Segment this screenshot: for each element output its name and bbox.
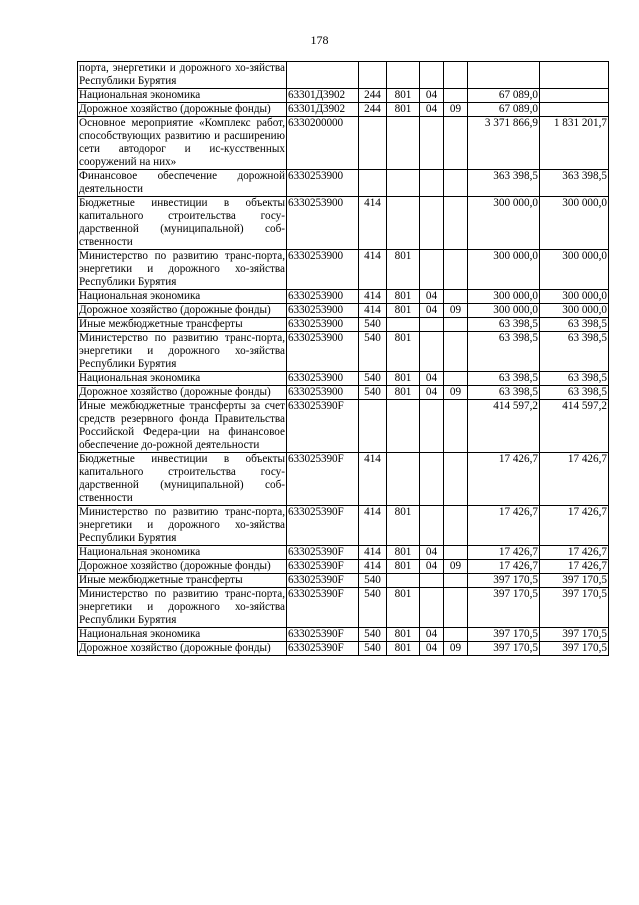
row-name-cell: Иные межбюджетные трансферты — [78, 574, 287, 588]
subsection-code-cell — [444, 62, 468, 89]
expense-type-code-cell: 414 — [359, 197, 387, 250]
amount-year-1-cell: 414 597,2 — [468, 400, 540, 453]
section-code-cell — [420, 250, 444, 290]
department-code-cell — [387, 197, 420, 250]
expense-type-code-cell — [359, 62, 387, 89]
row-name-cell: Дорожное хозяйство (дорожные фонды) — [78, 386, 287, 400]
table-row — [78, 546, 609, 560]
amount-year-2-cell: 63 398,5 — [540, 332, 609, 372]
amount-year-2-cell: 1 831 201,7 — [540, 117, 609, 170]
expense-type-code-cell — [359, 117, 387, 170]
department-code-cell — [387, 170, 420, 197]
row-name-cell: Бюджетные инвестиции в объекты капитального строительства госу-дарственной (муниципальной) соб-ственности — [79, 197, 285, 248]
subsection-code-cell — [444, 170, 468, 197]
section-code-cell: 04 — [420, 372, 444, 386]
expense-type-code-cell — [359, 400, 387, 453]
amount-year-2-cell: 397 170,5 — [540, 574, 609, 588]
budget-table — [77, 61, 609, 656]
subsection-code-cell — [444, 117, 468, 170]
target-article-code-cell: 633025390F — [287, 628, 359, 642]
table-row — [78, 89, 609, 103]
department-code-cell: 801 — [387, 250, 420, 290]
department-code-cell: 801 — [387, 588, 420, 628]
table-row — [78, 642, 609, 656]
table-row — [78, 628, 609, 642]
expense-type-code-cell: 540 — [359, 318, 387, 332]
section-code-cell — [420, 318, 444, 332]
amount-year-2-cell: 397 170,5 — [540, 628, 609, 642]
department-code-cell: 801 — [387, 372, 420, 386]
amount-year-2-cell: 17 426,7 — [540, 546, 609, 560]
section-code-cell — [420, 400, 444, 453]
amount-year-1-cell: 300 000,0 — [468, 290, 540, 304]
target-article-code-cell: 6330253900 — [287, 197, 359, 250]
table-row — [78, 290, 609, 304]
subsection-code-cell — [444, 628, 468, 642]
department-code-cell: 801 — [387, 304, 420, 318]
subsection-code-cell — [444, 453, 468, 506]
amount-year-2-cell — [540, 89, 609, 103]
amount-year-2-cell — [540, 62, 609, 89]
table-row — [78, 372, 609, 386]
section-code-cell: 04 — [420, 546, 444, 560]
expense-type-code-cell: 540 — [359, 574, 387, 588]
section-code-cell — [420, 332, 444, 372]
row-name-cell: Дорожное хозяйство (дорожные фонды) — [78, 560, 287, 574]
subsection-code-cell — [444, 290, 468, 304]
amount-year-1-cell: 397 170,5 — [468, 628, 540, 642]
amount-year-1-cell: 397 170,5 — [468, 574, 540, 588]
expense-type-code-cell: 540 — [359, 332, 387, 372]
section-code-cell — [420, 117, 444, 170]
target-article-code-cell — [287, 62, 359, 89]
amount-year-2-cell: 300 000,0 — [540, 290, 609, 304]
row-name-cell: Национальная экономика — [78, 290, 287, 304]
section-code-cell — [420, 170, 444, 197]
department-code-cell: 801 — [387, 642, 420, 656]
department-code-cell: 801 — [387, 290, 420, 304]
table-row — [78, 304, 609, 318]
department-code-cell: 801 — [387, 89, 420, 103]
department-code-cell — [387, 453, 420, 506]
department-code-cell: 801 — [387, 546, 420, 560]
department-code-cell: 801 — [387, 332, 420, 372]
department-code-cell: 801 — [387, 506, 420, 546]
target-article-code-cell: 6330253900 — [287, 318, 359, 332]
target-article-code-cell: 633025390F — [287, 453, 359, 506]
target-article-code-cell: 6330253900 — [287, 332, 359, 372]
table-row — [78, 332, 609, 372]
table-row — [78, 400, 609, 453]
amount-year-2-cell: 63 398,5 — [540, 318, 609, 332]
expense-type-code-cell: 414 — [359, 546, 387, 560]
table-row — [78, 560, 609, 574]
amount-year-1-cell: 300 000,0 — [468, 197, 540, 250]
subsection-code-cell — [444, 332, 468, 372]
department-code-cell: 801 — [387, 628, 420, 642]
department-code-cell — [387, 117, 420, 170]
target-article-code-cell: 63301Д3902 — [287, 89, 359, 103]
amount-year-2-cell: 300 000,0 — [540, 304, 609, 318]
row-name-cell: Дорожное хозяйство (дорожные фонды) — [78, 642, 287, 656]
expense-type-code-cell: 540 — [359, 642, 387, 656]
table-row — [78, 453, 609, 506]
section-code-cell: 04 — [420, 386, 444, 400]
department-code-cell — [387, 318, 420, 332]
amount-year-2-cell — [540, 103, 609, 117]
amount-year-1-cell — [468, 62, 540, 89]
target-article-code-cell: 6330253900 — [287, 304, 359, 318]
row-name-cell: Национальная экономика — [78, 546, 287, 560]
amount-year-1-cell: 17 426,7 — [468, 560, 540, 574]
section-code-cell: 04 — [420, 89, 444, 103]
amount-year-2-cell: 17 426,7 — [540, 560, 609, 574]
row-name-cell: Основное мероприятие «Комплекс работ, способствующих развитию и расширению сети автодорог и ис-кусственных сооружений на них» — [79, 117, 285, 168]
subsection-code-cell — [444, 574, 468, 588]
target-article-code-cell: 633025390F — [287, 400, 359, 453]
table-row — [78, 574, 609, 588]
row-name-cell: Министерство по развитию транс-порта, энергетики и дорожного хо-зяйства Республики Бурятия — [79, 588, 285, 626]
section-code-cell: 04 — [420, 103, 444, 117]
subsection-code-cell — [444, 318, 468, 332]
row-name-cell: Бюджетные инвестиции в объекты капитального строительства госу-дарственной (муниципальной) соб-ственности — [79, 453, 285, 504]
row-name-cell: Национальная экономика — [78, 628, 287, 642]
amount-year-1-cell: 363 398,5 — [468, 170, 540, 197]
expense-type-code-cell: 244 — [359, 89, 387, 103]
subsection-code-cell — [444, 250, 468, 290]
expense-type-code-cell: 414 — [359, 453, 387, 506]
amount-year-2-cell: 397 170,5 — [540, 588, 609, 628]
amount-year-2-cell: 300 000,0 — [540, 250, 609, 290]
amount-year-1-cell: 63 398,5 — [468, 372, 540, 386]
amount-year-1-cell: 3 371 866,9 — [468, 117, 540, 170]
target-article-code-cell: 6330253900 — [287, 290, 359, 304]
row-name-cell: Министерство по развитию транс-порта, энергетики и дорожного хо-зяйства Республики Бурятия — [79, 506, 285, 544]
amount-year-2-cell: 63 398,5 — [540, 372, 609, 386]
target-article-code-cell: 633025390F — [287, 588, 359, 628]
expense-type-code-cell: 414 — [359, 506, 387, 546]
section-code-cell — [420, 62, 444, 89]
subsection-code-cell — [444, 588, 468, 628]
section-code-cell — [420, 197, 444, 250]
amount-year-1-cell: 17 426,7 — [468, 453, 540, 506]
amount-year-1-cell: 397 170,5 — [468, 588, 540, 628]
expense-type-code-cell: 414 — [359, 250, 387, 290]
row-name-cell: Национальная экономика — [78, 372, 287, 386]
target-article-code-cell: 6330253900 — [287, 386, 359, 400]
row-name-cell: Финансовое обеспечение дорожной деятельности — [79, 170, 285, 195]
section-code-cell — [420, 453, 444, 506]
subsection-code-cell — [444, 400, 468, 453]
table-row — [78, 318, 609, 332]
table-row — [78, 103, 609, 117]
subsection-code-cell: 09 — [444, 304, 468, 318]
target-article-code-cell: 63301Д3902 — [287, 103, 359, 117]
amount-year-2-cell: 17 426,7 — [540, 453, 609, 506]
table-row — [78, 386, 609, 400]
table-row — [78, 506, 609, 546]
row-name-cell: порта, энергетики и дорожного хо-зяйства Республики Бурятия — [79, 62, 285, 87]
department-code-cell: 801 — [387, 386, 420, 400]
amount-year-2-cell: 363 398,5 — [540, 170, 609, 197]
row-name-cell: Дорожное хозяйство (дорожные фонды) — [78, 103, 287, 117]
subsection-code-cell: 09 — [444, 642, 468, 656]
subsection-code-cell — [444, 197, 468, 250]
budget-table-body — [78, 62, 609, 656]
subsection-code-cell — [444, 546, 468, 560]
section-code-cell: 04 — [420, 560, 444, 574]
row-name-cell: Дорожное хозяйство (дорожные фонды) — [78, 304, 287, 318]
amount-year-1-cell: 17 426,7 — [468, 546, 540, 560]
row-name-cell: Министерство по развитию транс-порта, энергетики и дорожного хо-зяйства Республики Бурятия — [79, 250, 285, 288]
table-row — [78, 62, 609, 89]
amount-year-1-cell: 63 398,5 — [468, 318, 540, 332]
table-row — [78, 170, 609, 197]
target-article-code-cell: 633025390F — [287, 546, 359, 560]
amount-year-2-cell: 63 398,5 — [540, 386, 609, 400]
amount-year-2-cell: 300 000,0 — [540, 197, 609, 250]
section-code-cell: 04 — [420, 642, 444, 656]
subsection-code-cell: 09 — [444, 103, 468, 117]
section-code-cell: 04 — [420, 290, 444, 304]
target-article-code-cell: 633025390F — [287, 560, 359, 574]
amount-year-1-cell: 67 089,0 — [468, 103, 540, 117]
expense-type-code-cell: 414 — [359, 304, 387, 318]
table-row — [78, 117, 609, 170]
subsection-code-cell — [444, 506, 468, 546]
target-article-code-cell: 6330253900 — [287, 250, 359, 290]
section-code-cell: 04 — [420, 628, 444, 642]
department-code-cell — [387, 574, 420, 588]
target-article-code-cell: 633025390F — [287, 642, 359, 656]
section-code-cell — [420, 574, 444, 588]
amount-year-1-cell: 300 000,0 — [468, 304, 540, 318]
row-name-cell: Министерство по развитию транс-порта, энергетики и дорожного хо-зяйства Республики Бурятия — [79, 332, 285, 370]
table-row — [78, 588, 609, 628]
target-article-code-cell: 633025390F — [287, 574, 359, 588]
expense-type-code-cell: 414 — [359, 560, 387, 574]
expense-type-code-cell: 540 — [359, 386, 387, 400]
table-row — [78, 197, 609, 250]
table-row — [78, 250, 609, 290]
amount-year-2-cell: 397 170,5 — [540, 642, 609, 656]
amount-year-1-cell: 63 398,5 — [468, 332, 540, 372]
amount-year-1-cell: 63 398,5 — [468, 386, 540, 400]
row-name-cell: Иные межбюджетные трансферты — [78, 318, 287, 332]
expense-type-code-cell: 414 — [359, 290, 387, 304]
amount-year-1-cell: 17 426,7 — [468, 506, 540, 546]
target-article-code-cell: 633025390F — [287, 506, 359, 546]
subsection-code-cell — [444, 89, 468, 103]
row-name-cell: Национальная экономика — [78, 89, 287, 103]
expense-type-code-cell — [359, 170, 387, 197]
subsection-code-cell: 09 — [444, 386, 468, 400]
department-code-cell — [387, 400, 420, 453]
section-code-cell: 04 — [420, 304, 444, 318]
target-article-code-cell: 6330253900 — [287, 170, 359, 197]
page-number: 178 — [310, 33, 329, 47]
section-code-cell — [420, 588, 444, 628]
amount-year-2-cell: 414 597,2 — [540, 400, 609, 453]
expense-type-code-cell: 540 — [359, 372, 387, 386]
amount-year-2-cell: 17 426,7 — [540, 506, 609, 546]
department-code-cell: 801 — [387, 560, 420, 574]
subsection-code-cell: 09 — [444, 560, 468, 574]
department-code-cell — [387, 62, 420, 89]
amount-year-1-cell: 300 000,0 — [468, 250, 540, 290]
target-article-code-cell: 6330200000 — [287, 117, 359, 170]
amount-year-1-cell: 397 170,5 — [468, 642, 540, 656]
subsection-code-cell — [444, 372, 468, 386]
amount-year-1-cell: 67 089,0 — [468, 89, 540, 103]
expense-type-code-cell: 540 — [359, 628, 387, 642]
expense-type-code-cell: 540 — [359, 588, 387, 628]
target-article-code-cell: 6330253900 — [287, 372, 359, 386]
department-code-cell: 801 — [387, 103, 420, 117]
section-code-cell — [420, 506, 444, 546]
row-name-cell: Иные межбюджетные трансферты за счет средств резервного фонда Правительства Российской Федера-ции на финансовое обеспечение до-рожной деятельности — [79, 400, 285, 451]
expense-type-code-cell: 244 — [359, 103, 387, 117]
